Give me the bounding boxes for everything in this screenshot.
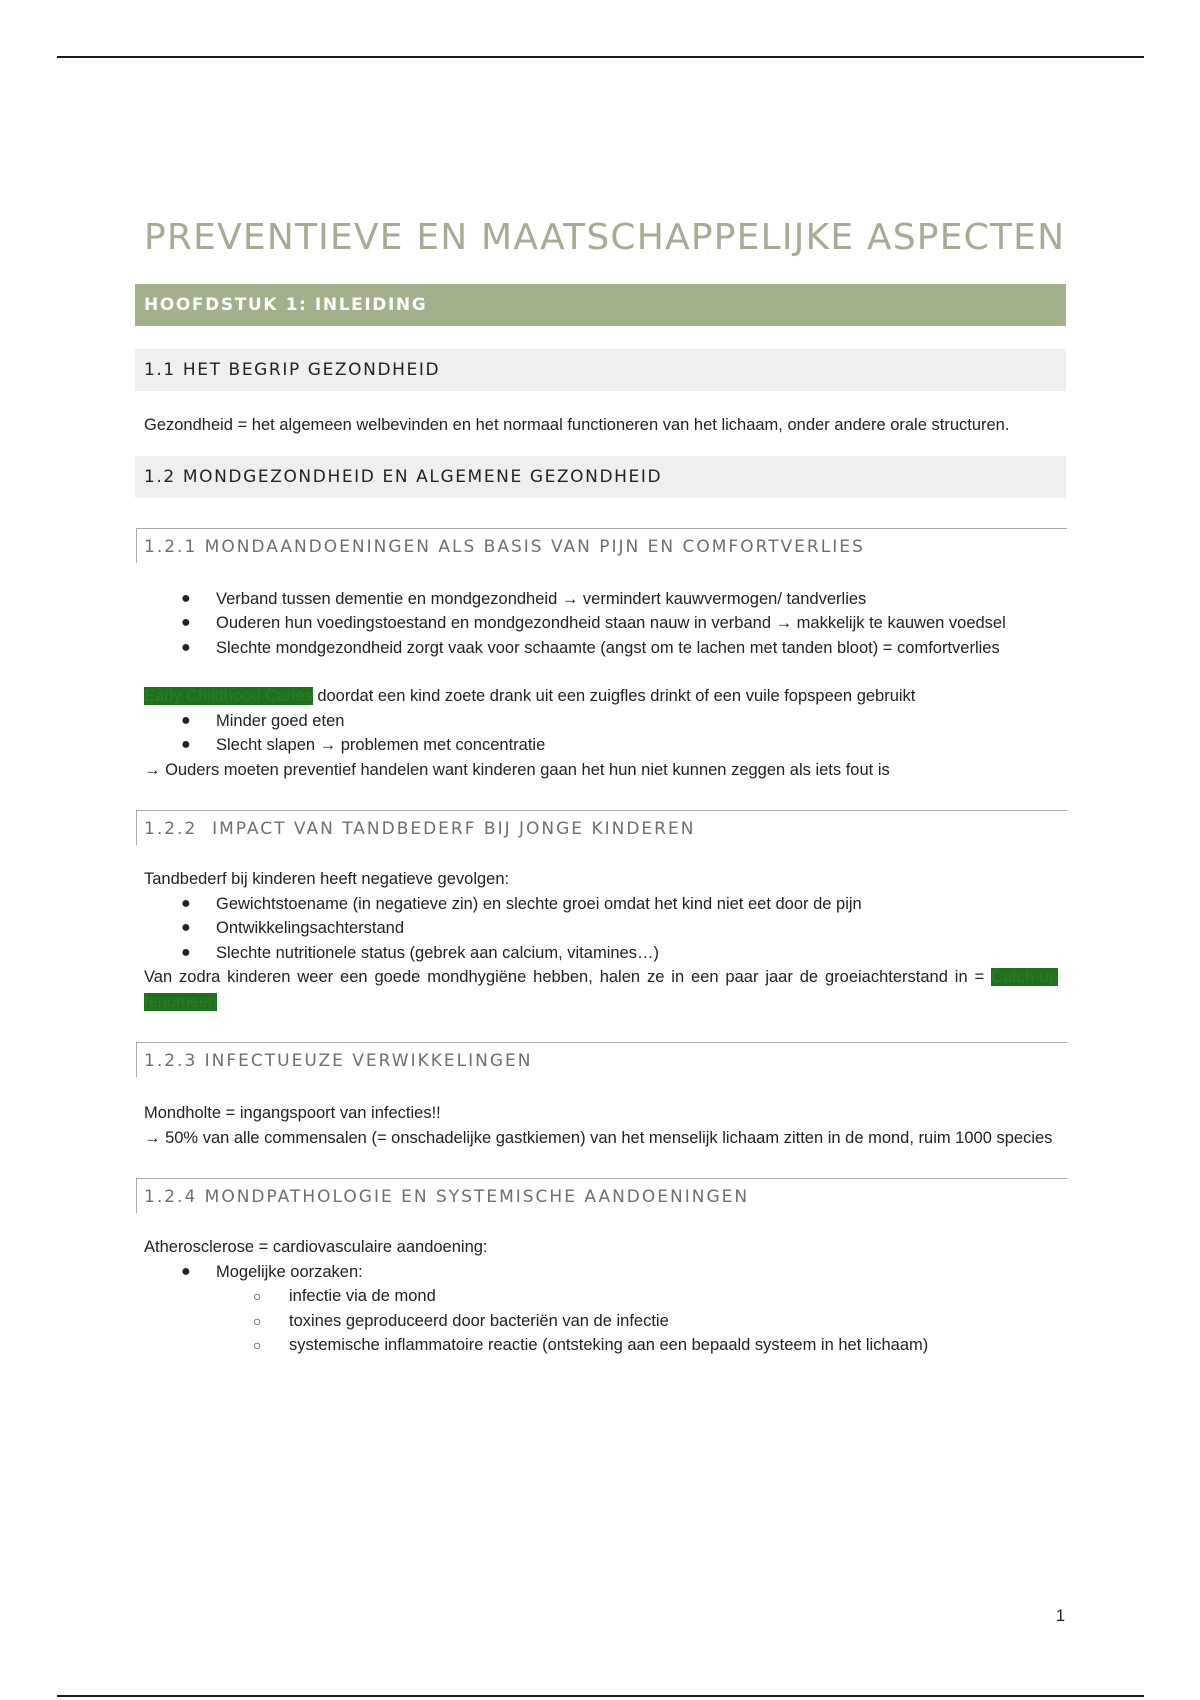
bullet-icon: ● — [181, 589, 191, 607]
intro-line: Atherosclerose = cardiovasculaire aandoening: — [144, 1238, 488, 1256]
list-item: ● Slecht slapen → problemen met concentratie — [135, 733, 1066, 758]
footer-rule — [57, 1695, 1144, 1697]
section-heading-1-2: 1.2 MONDGEZONDHEID EN ALGEMENE GEZONDHEID — [135, 456, 1066, 498]
bullet-icon: ● — [181, 711, 191, 729]
sub-bullet-list — [135, 1284, 1066, 1358]
document-body — [135, 215, 1066, 1358]
infection-line: Mondholte = ingangspoort van infecties!! — [144, 1104, 441, 1122]
circle-bullet-icon: ○ — [253, 1288, 262, 1304]
ecc-paragraph: Early Childhood Caries doordat een kind zoete drank uit een zuigfles drinkt of een vuile fopspeen gebruikt — [144, 687, 916, 705]
bullet-icon: ● — [181, 919, 191, 936]
section-heading-1-1: 1.1 HET BEGRIP GEZONDHEID — [135, 349, 1066, 391]
bullet-list — [135, 709, 1066, 758]
bullet-list — [135, 587, 1066, 661]
circle-bullet-icon: ○ — [253, 1337, 262, 1353]
bullet-icon: ● — [181, 638, 191, 656]
subsection-heading-1-2-1: 1.2.1 MONDAANDOENINGEN ALS BASIS VAN PIJN EN COMFORTVERLIES — [136, 528, 1067, 563]
subsection-heading-1-2-2: 1.2.2 IMPACT VAN TANDBEDERF BIJ JONGE KINDEREN — [136, 810, 1067, 845]
header-rule — [57, 56, 1144, 58]
chapter-heading: HOOFDSTUK 1: INLEIDING — [135, 284, 1066, 326]
bullet-icon: ● — [181, 736, 191, 753]
subsection-heading-1-2-4: 1.2.4 MONDPATHOLOGIE EN SYSTEMISCHE AANDOENINGEN — [136, 1178, 1067, 1213]
intro-line: Tandbederf bij kinderen heeft negatieve gevolgen: — [144, 870, 510, 888]
list-item: ○ systemische inflammatoire reactie (ontsteking aan een bepaald systeem in het lichaam) — [135, 1333, 1066, 1358]
bullet-list — [135, 1260, 1066, 1285]
conclusion-line: → Ouders moeten preventief handelen want kinderen gaan het hun niet kunnen zeggen als iets fout is — [144, 760, 890, 779]
list-item: ○ infectie via de mond — [135, 1284, 1066, 1309]
list-item: ● Ouderen hun voedingstoestand en mondgezondheid staan nauw in verband → makkelijk te kauwen voedsel — [135, 611, 1066, 636]
bullet-list — [135, 892, 1066, 966]
catch-up-paragraph: Van zodra kinderen weer een goede mondhygiëne hebben, halen ze in een paar jaar de groeiachterstand in = Catch-up fenomeen — [144, 968, 1058, 1011]
subsection-heading-1-2-3: 1.2.3 INFECTUEUZE VERWIKKELINGEN — [136, 1042, 1067, 1077]
list-item: ● Ontwikkelingsachterstand — [135, 916, 1066, 941]
circle-bullet-icon: ○ — [253, 1312, 262, 1329]
list-item: ● Slechte mondgezondheid zorgt vaak voor schaamte (angst om te lachen met tanden bloot) = comfortverlies — [135, 636, 1066, 661]
bullet-icon: ● — [181, 943, 191, 961]
commensal-line: → 50% van alle commensalen (= onschadelijke gastkiemen) van het menselijk lichaam zitten in de mond, ruim 1000 species — [144, 1128, 1053, 1147]
list-item: ● Minder goed eten — [135, 709, 1066, 734]
highlighted-term: Catch-up fenomeen — [144, 968, 1058, 1011]
definition-gezondheid: Gezondheid = het algemeen welbevinden en het normaal functioneren van het lichaam, onder andere orale structuren. — [144, 416, 1010, 434]
highlighted-term: Early Childhood Caries — [144, 687, 313, 705]
bullet-icon: ● — [181, 894, 191, 912]
list-item: ● Verband tussen dementie en mondgezondheid → vermindert kauwvermogen/ tandverlies — [135, 587, 1066, 612]
page-number: 1 — [1055, 1607, 1065, 1625]
bullet-icon: ● — [181, 614, 191, 631]
document-title: PREVENTIEVE EN MAATSCHAPPELIJKE ASPECTEN — [144, 217, 1066, 258]
list-item: ○ toxines geproduceerd door bacteriën van de infectie — [135, 1309, 1066, 1334]
bullet-icon: ● — [181, 1262, 191, 1280]
list-item: ● Mogelijke oorzaken: — [135, 1260, 1066, 1285]
list-item: ● Slechte nutritionele status (gebrek aan calcium, vitamines…) — [135, 941, 1066, 966]
list-item: ● Gewichtstoename (in negatieve zin) en slechte groei omdat het kind niet eet door de pijn — [135, 892, 1066, 917]
